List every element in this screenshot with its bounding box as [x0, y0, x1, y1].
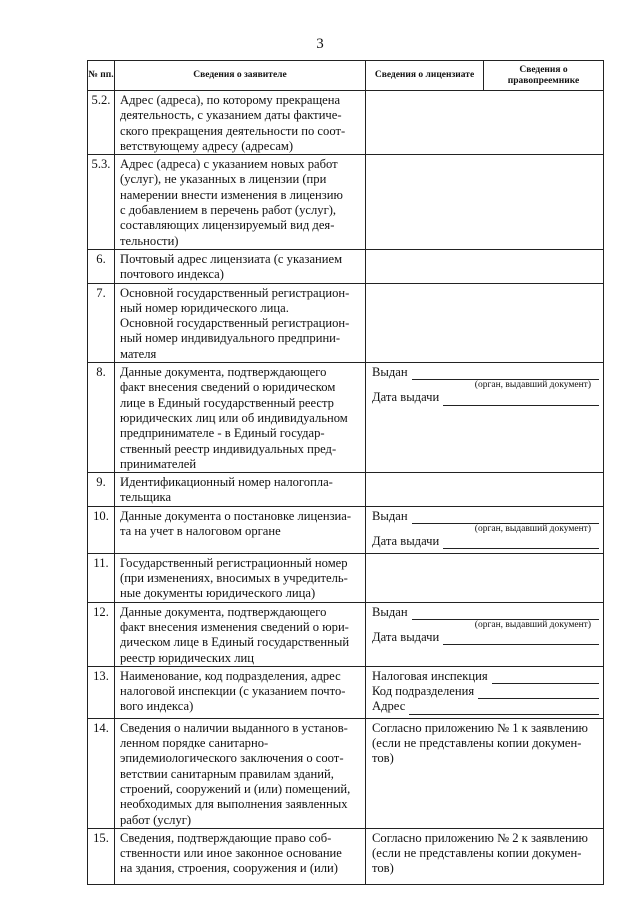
header-successor: Сведения о правопреемнике	[484, 61, 604, 91]
licensee-cell[interactable]	[366, 91, 604, 155]
table-row	[88, 666, 604, 718]
table-header-row	[88, 61, 604, 91]
table-row	[88, 155, 604, 250]
row-number: 7.	[88, 283, 115, 362]
row-number: 13.	[88, 666, 115, 718]
table-row	[88, 473, 604, 507]
licensee-cell[interactable]	[366, 473, 604, 507]
table-row	[88, 283, 604, 362]
licensee-cell[interactable]	[366, 602, 604, 666]
licensee-cell: Согласно приложению № 1 к заявлению (если не представлены копии докумен- тов)	[366, 718, 604, 828]
issue-date-field[interactable]: Дата выдачи	[372, 390, 599, 405]
table-row	[88, 828, 604, 884]
row-description: Основной государственный регистрацион- ный номер юридического лица. Основной государственный регистрацион- ный номер индивидуального предприни- мателя	[115, 283, 366, 362]
issued-field[interactable]: Выдан	[372, 509, 599, 524]
issuer-note: (орган, выдавший документ)	[474, 524, 591, 535]
issuer-note: (орган, выдавший документ)	[474, 380, 591, 391]
row-number: 11.	[88, 553, 115, 602]
licensee-cell[interactable]	[366, 283, 604, 362]
page-number: 3	[316, 36, 324, 52]
issued-field[interactable]: Выдан	[372, 605, 599, 620]
application-table	[87, 60, 604, 885]
licensee-cell: Согласно приложению № 2 к заявлению (если не представлены копии докумен- тов)	[366, 828, 604, 884]
row-number: 14.	[88, 718, 115, 828]
table-row	[88, 91, 604, 155]
row-description: Почтовый адрес лицензиата (с указанием почтового индекса)	[115, 249, 366, 283]
licensee-cell[interactable]	[366, 363, 604, 473]
row-number: 5.3.	[88, 155, 115, 250]
row-number: 5.2.	[88, 91, 115, 155]
header-num: № пп.	[88, 61, 115, 91]
row-description: Данные документа, подтверждающего факт внесения сведений о юридическом лице в Единый государственный реестр юридических лиц или об индивидуальном предпринимателе - в Единый государ- ственный реестр индивидуальных пред- принимателей	[115, 363, 366, 473]
row-description: Сведения, подтверждающие право соб- ственности или иное законное основание на здания, строения, сооружения и (или)	[115, 828, 366, 884]
licensee-cell[interactable]	[366, 249, 604, 283]
table-row	[88, 363, 604, 473]
row-description: Адрес (адреса), по которому прекращена деятельность, с указанием даты фактиче- ского прекращения деятельности по соот- ветствующему адресу (адресам)	[115, 91, 366, 155]
issue-date-field[interactable]: Дата выдачи	[372, 534, 599, 549]
row-number: 15.	[88, 828, 115, 884]
licensee-cell[interactable]	[366, 506, 604, 553]
row-description: Сведения о наличии выданного в установ- ленном порядке санитарно- эпидемиологического заключения о соот- ветствии санитарным правилам зданий, строений, сооружений и (или) помещений, необходимых для выполнения заявленных работ (услуг)	[115, 718, 366, 828]
row-description: Идентификационный номер налогопла- тельщика	[115, 473, 366, 507]
row-description: Адрес (адреса) с указанием новых работ (услуг), не указанных в лицензии (при намерении внести изменения в лицензию с добавлением в перечень работ (услуг), составляющих лицензируемый вид дея- тельности)	[115, 155, 366, 250]
row-description: Данные документа, подтверждающего факт внесения изменения сведений о юри- дическом лице в Единый государственный реестр юридических лиц	[115, 602, 366, 666]
licensee-cell[interactable]	[366, 666, 604, 718]
issue-date-field[interactable]: Дата выдачи	[372, 630, 599, 645]
header-applicant: Сведения о заявителе	[115, 61, 366, 91]
table-row	[88, 249, 604, 283]
row-description: Государственный регистрационный номер (при изменениях, вносимых в учредитель- ные документы юридического лица)	[115, 553, 366, 602]
row-number: 10.	[88, 506, 115, 553]
table-row	[88, 506, 604, 553]
table-row	[88, 553, 604, 602]
row-number: 6.	[88, 249, 115, 283]
tax-address-field[interactable]: Адрес	[372, 699, 599, 714]
header-licensee: Сведения о лицензиате	[366, 61, 484, 91]
issuer-note: (орган, выдавший документ)	[474, 619, 591, 630]
dept-code-field[interactable]: Код подразделения	[372, 684, 599, 699]
row-number: 12.	[88, 602, 115, 666]
licensee-cell[interactable]	[366, 155, 604, 250]
row-description: Наименование, код подразделения, адрес налоговой инспекции (с указанием почто- вого индекса)	[115, 666, 366, 718]
issued-field[interactable]: Выдан	[372, 365, 599, 380]
licensee-cell[interactable]	[366, 553, 604, 602]
table-row	[88, 602, 604, 666]
row-number: 9.	[88, 473, 115, 507]
table-row	[88, 718, 604, 828]
row-description: Данные документа о постановке лицензиа- та на учет в налоговом органе	[115, 506, 366, 553]
tax-office-field[interactable]: Налоговая инспекция	[372, 669, 599, 684]
row-number: 8.	[88, 363, 115, 473]
